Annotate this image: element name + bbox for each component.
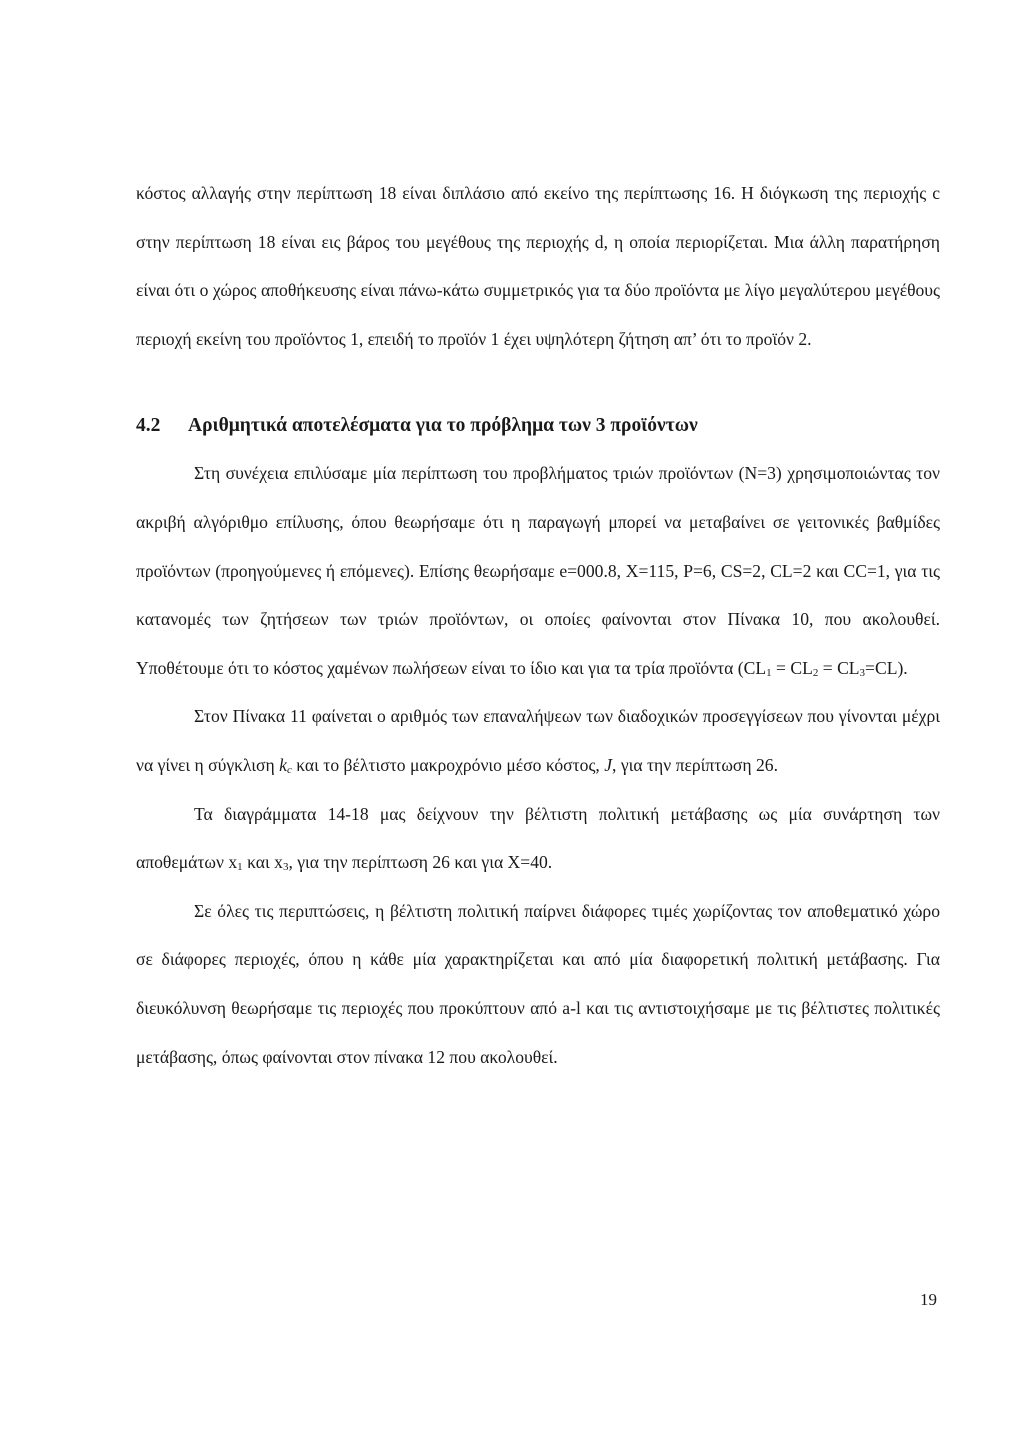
section-title: Αριθμητικά αποτελέσματα για το πρόβλημα των 3 προϊόντων: [188, 415, 698, 437]
continuation-paragraph: κόστος αλλαγής στην περίπτωση 18 είναι διπλάσιο από εκείνο της περίπτωσης 16. Η διόγκωση της περιοχής c στην περίπτωση 18 είναι εις βάρος του μεγέθους της περιοχής d, η οποία περιορίζεται. Μια άλλη παρατήρηση είναι ότι ο χώρος αποθήκευσης είναι πάνω-κάτω συμμετρικός για τα δύο προϊόντα με λίγο μεγαλύτερου μεγέθους περιοχή εκείνη του προϊόντος 1, επειδή το προϊόν 1 έχει υψηλότερη ζήτηση απ’ ότι το προϊόν 2.: [136, 183, 940, 349]
paragraph-2-part3: , για την περίπτωση 26.: [612, 754, 778, 775]
paragraph-2-part2: και το βέλτιστο μακροχρόνιο μέσο κόστος,: [291, 754, 605, 775]
paragraph-problem-setup: [136, 449, 940, 692]
page-number: 19: [920, 1290, 937, 1309]
x-subscript-3: 3: [282, 861, 289, 874]
paragraph-table-11: [136, 692, 940, 789]
k-subscript: c: [286, 763, 292, 776]
paragraph-policies: Σε όλες τις περιπτώσεις, η βέλτιστη πολιτική παίρνει διάφορες τιμές χωρίζοντας τον αποθεματικό χώρο σε διάφορες περιοχές, όπου η κάθε μία χαρακτηρίζεται και από μία διαφορετική πολιτική μετάβασης. Για διευκόλυνση θεωρήσαμε τις περιοχές που προκύπτουν από a-l και τις αντιστοιχήσαμε με τις βέλτιστες πολιτικές μετάβασης, όπως φαίνονται στον πίνακα 12 που ακολουθεί.: [136, 900, 940, 1067]
paragraph-1-main: Στη συνέχεια επιλύσαμε μία περίπτωση του προβλήματος τριών προϊόντων (N=3) χρησιμοποιώντας τον ακριβή αλγόριθμο επίλυσης, όπου θεωρήσαμε ότι η παραγωγή μπορεί να μεταβαίνει σε γειτονικές βαθμίδες προϊόντων (προηγούμενες ή επόμενες). Επίσης θεωρήσαμε e=000.8, X=115, P=6, CS=2, CL=2 και CC=1, για τις κατανομές των ζητήσεων των τριών προϊόντων, οι οποίες φαίνονται στον Πίνακα 10, που ακολουθεί. Υποθέτουμε ότι το κόστος χαμένων πωλήσεων είναι το ίδιο και για τα τρία προϊόντα (CL: [136, 463, 940, 678]
section-heading: [136, 411, 940, 441]
paragraph-diagrams: [136, 790, 940, 887]
paragraph-1-eq1: = CL: [771, 657, 813, 678]
k-variable: k: [279, 754, 287, 775]
cl-subscript-2: 2: [812, 666, 819, 679]
cl-subscript-3: 3: [859, 666, 866, 679]
paragraph-3-part2: και x: [242, 852, 283, 873]
paragraph-3-part1: Τα διαγράμματα 14-18 μας δείχνουν την βέλτιστη πολιτική μετάβασης ως μία συνάρτηση των αποθεμάτων x: [136, 803, 940, 873]
paragraph-3-part3: , για την περίπτωση 26 και για X=40.: [288, 852, 553, 873]
paragraph-2-part1: Στον Πίνακα 11 φαίνεται ο αριθμός των επαναλήψεων των διαδοχικών προσεγγίσεων που γίνονται μέχρι να γίνει η σύγκλιση: [136, 706, 940, 775]
document-page: [136, 169, 940, 1081]
paragraph-1-end: =CL).: [865, 657, 908, 678]
paragraph-1-eq2: = CL: [818, 657, 860, 678]
j-variable: J: [604, 754, 613, 775]
cl-subscript-1: 1: [766, 666, 772, 679]
x-subscript-1: 1: [237, 861, 243, 874]
section-number: 4.2: [136, 415, 161, 437]
